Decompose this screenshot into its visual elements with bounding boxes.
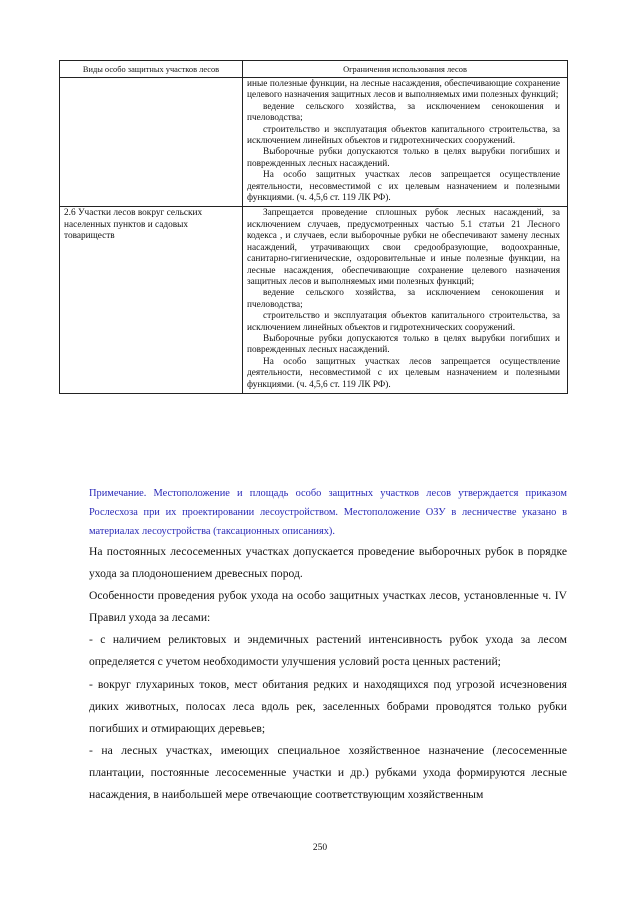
row2-paragraph: Выборочные рубки допускаются только в целях вырубки погибших и поврежденных лесных насаждений.	[247, 333, 560, 356]
row2-paragraph: ведение сельского хозяйства, за исключением сенокошения и пчеловодства;	[247, 288, 560, 310]
header-restrictions: Ограничения использования лесов	[243, 61, 568, 78]
body-paragraph: Особенности проведения рубок ухода на особо защитных участках лесов, установленные ч. IV Правил ухода за лесами:	[89, 589, 567, 625]
row2-area-type: 2.6 Участки лесов вокруг сельских населенных пунктов и садовых товариществ	[60, 207, 243, 394]
table-header-row	[60, 61, 568, 78]
body-paragraph: - на лесных участках, имеющих специальное хозяйственное назначение (лесосеменные плантации, постоянные лесосеменные участки и др.) рубками ухода формируются лесные насаждения, в наибольшей мере отвечающие соответствующим хозяйственным	[89, 743, 567, 802]
row1-paragraph: Выборочные рубки допускаются только в целях вырубки погибших и поврежденных лесных насаждений.	[247, 147, 560, 169]
row1-paragraph: На особо защитных участках лесов запрещается осуществление деятельности, несовместимой с их целевым назначением и полезными функциями. (ч. 4,5,6 ст. 119 ЛК РФ).	[247, 170, 560, 204]
table-note: Примечание. Местоположение и площадь особо защитных участков лесов утверждается приказом Рослесхоза при их проектировании лесоустройством. Местоположение ОЗУ в лесничестве указано в материалах лесоустройства (таксационных описаниях).	[89, 488, 567, 537]
restrictions-table	[59, 60, 568, 394]
table-row	[60, 78, 568, 207]
row2-paragraph: Запрещается проведение сплошных рубок лесных насаждений, за исключением случаев, предусмотренных частью 5.1 статьи 21 Лесного кодекса , и случаев, если выборочные рубки не обеспечивают замену лесных насаждений, утрачивающих свои средообразующие, водоохранные, санитарно-гигиенические, оздоровительные и иные полезные функции, на лесные насаждения, обеспечивающие сохранение целевого назначения защитных лесов и выполняемых ими полезных функций;	[247, 208, 560, 287]
row2-paragraph: строительство и эксплуатация объектов капитального строительства, за исключением линейных объектов и гидротехнических сооружений.	[247, 311, 560, 333]
body-paragraph: - вокруг глухариных токов, мест обитания редких и находящихся под угрозой исчезновения диких животных, полосах леса вдоль рек, заселенных бобрами проводятся только рубки погибших и отмирающих деревьев;	[89, 677, 567, 735]
body-paragraph: На постоянных лесосеменных участках допускается проведение выборочных рубок в порядке ухода за плодоношением древесных пород.	[89, 545, 567, 581]
row1-paragraph: иные полезные функции, на лесные насаждения, обеспечивающие сохранение целевого назначения защитных лесов и выполняемых ими полезных функций;	[247, 79, 560, 101]
row1-paragraph: строительство и эксплуатация объектов капитального строительства, за исключением линейных объектов и гидротехнических сооружений.	[247, 124, 560, 147]
row1-area-type	[60, 78, 243, 207]
row1-paragraph: ведение сельского хозяйства, за исключением сенокошения и пчеловодства;	[247, 101, 560, 124]
header-protected-areas: Виды особо защитных участков лесов	[60, 61, 243, 78]
row2-restrictions	[243, 207, 568, 394]
page-number: 250	[312, 843, 328, 853]
body-paragraph: - с наличием реликтовых и эндемичных растений интенсивность рубок ухода за лесом определяется с учетом необходимости улучшения условий роста ценных растений;	[89, 633, 567, 669]
body-text	[89, 541, 567, 806]
row1-restrictions	[243, 78, 568, 207]
table-row	[60, 207, 568, 394]
row2-paragraph: На особо защитных участках лесов запрещается осуществление деятельности, несовместимой с их целевым назначением и полезными функциями. (ч. 4,5,6 ст. 119 ЛК РФ).	[247, 356, 560, 390]
